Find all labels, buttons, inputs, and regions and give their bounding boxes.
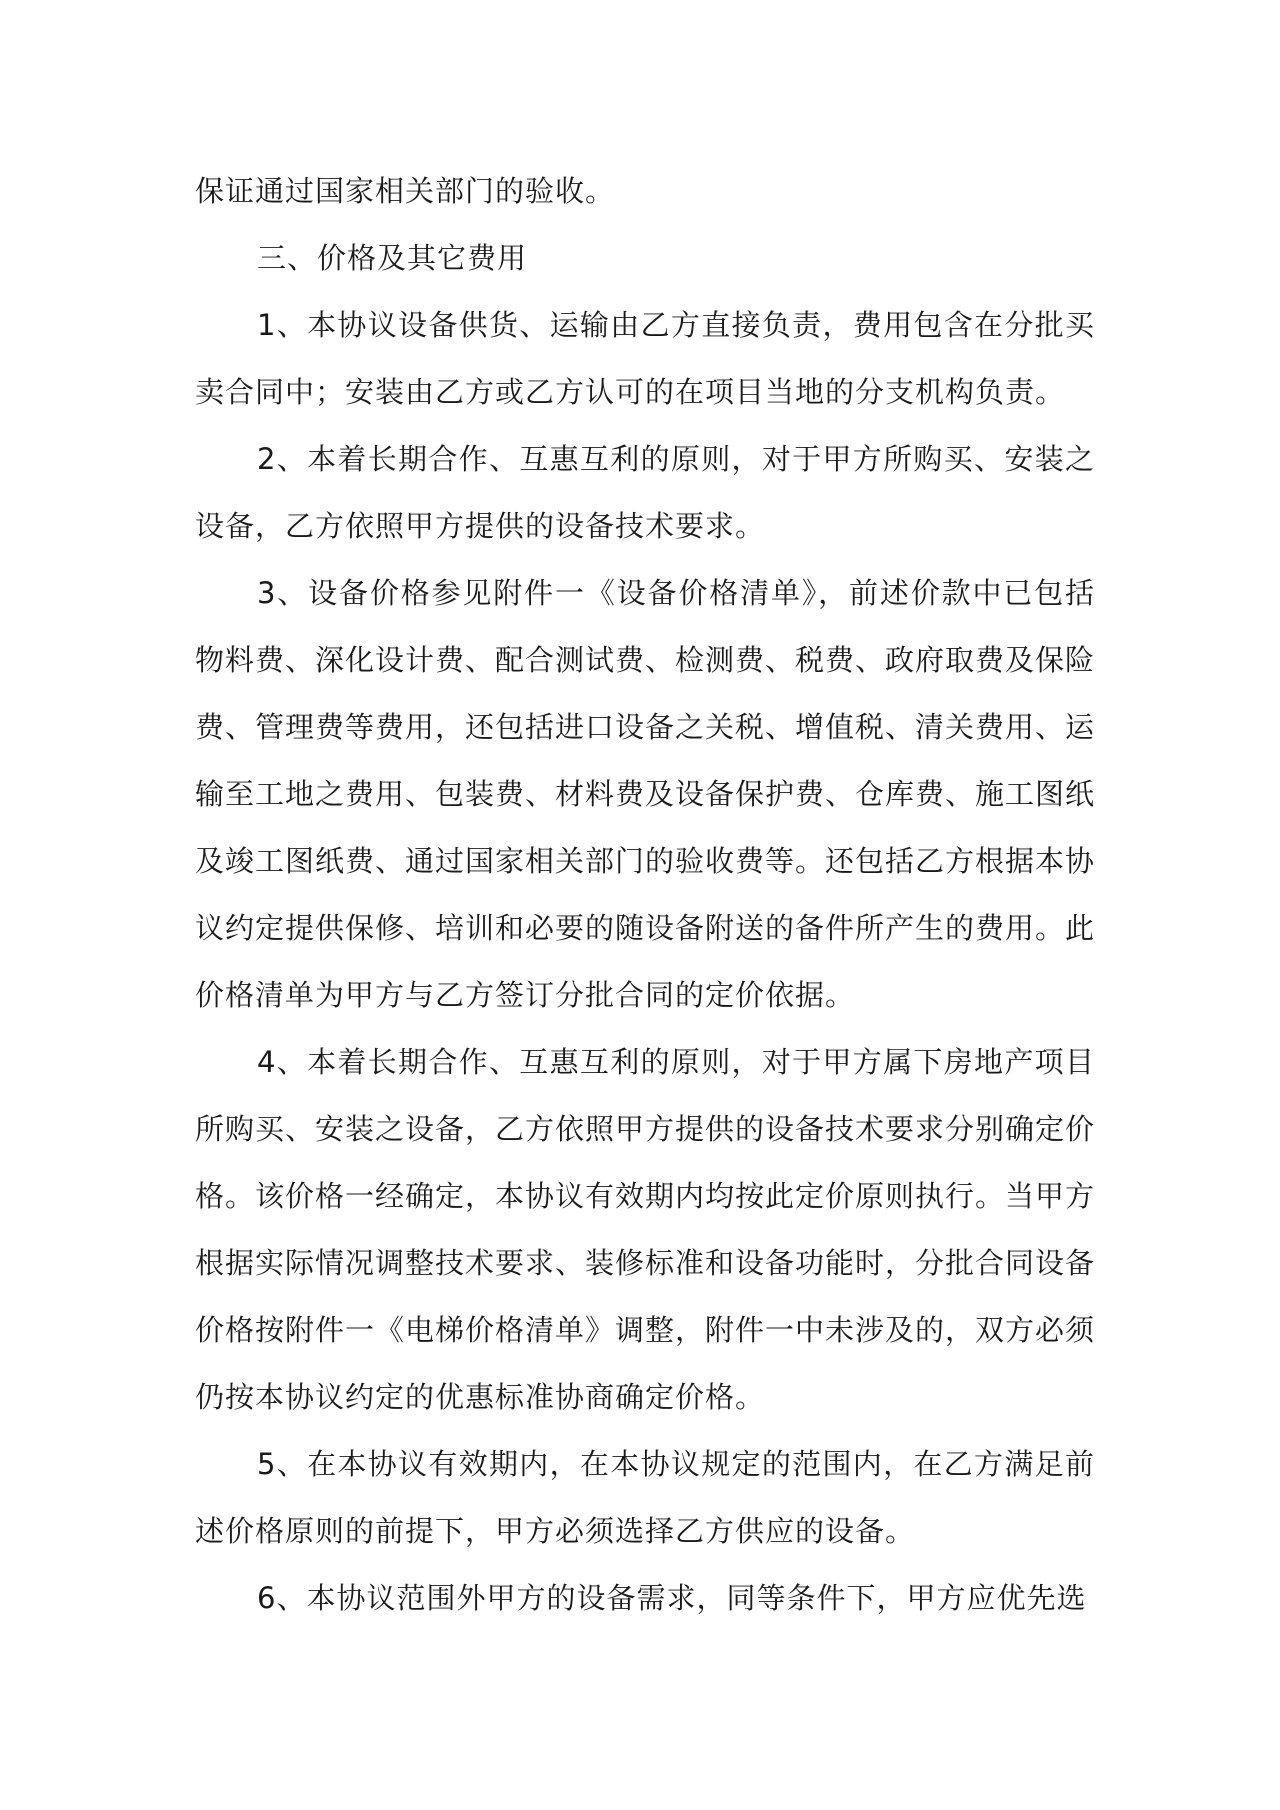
paragraph-clause-5: 5、在本协议有效期内，在本协议规定的范围内，在乙方满足前述价格原则的前提下，甲方必须选择乙方供应的设备。: [195, 1447, 1095, 1548]
paragraph-continuation: 保证通过国家相关部门的验收。: [195, 174, 616, 208]
paragraph-clause-6: 6、本协议范围外甲方的设备需求，同等条件下，甲方应优先选: [257, 1581, 1087, 1615]
paragraph-clause-1: 1、本协议设备供货、运输由乙方直接负责，费用包含在分批买卖合同中；安装由乙方或乙方认可的在项目当地的分支机构负责。: [195, 308, 1095, 409]
paragraph-clause-3: 3、设备价格参见附件一《设备价格清单》，前述价款中已包括物料费、深化设计费、配合测试费、检测费、税费、政府取费及保险费、管理费等费用，还包括进口设备之关税、增值税、清关费用、运输至工地之费用、包装费、材料费及设备保护费、仓库费、施工图纸及竣工图纸费、通过国家相关部门的验收费等。还包括乙方根据本协议约定提供保修、培训和必要的随设备附送的备件所产生的费用。此价格清单为甲方与乙方签订分批合同的定价依据。: [195, 576, 1096, 1012]
document-body: [195, 158, 1095, 1632]
paragraph-clause-4: 4、本着长期合作、互惠互利的原则，对于甲方属下房地产项目所购买、安装之设备，乙方依照甲方提供的设备技术要求分别确定价格。该价格一经确定，本协议有效期内均按此定价原则执行。当甲方根据实际情况调整技术要求、装修标准和设备功能时，分批合同设备价格按附件一《电梯价格清单》调整，附件一中未涉及的，双方必须仍按本协议约定的优惠标准协商确定价格。: [195, 1045, 1096, 1414]
paragraph-clause-2: 2、本着长期合作、互惠互利的原则，对于甲方所购买、安装之设备，乙方依照甲方提供的设备技术要求。: [195, 442, 1095, 543]
section-heading-price: 三、价格及其它费用: [257, 241, 528, 275]
